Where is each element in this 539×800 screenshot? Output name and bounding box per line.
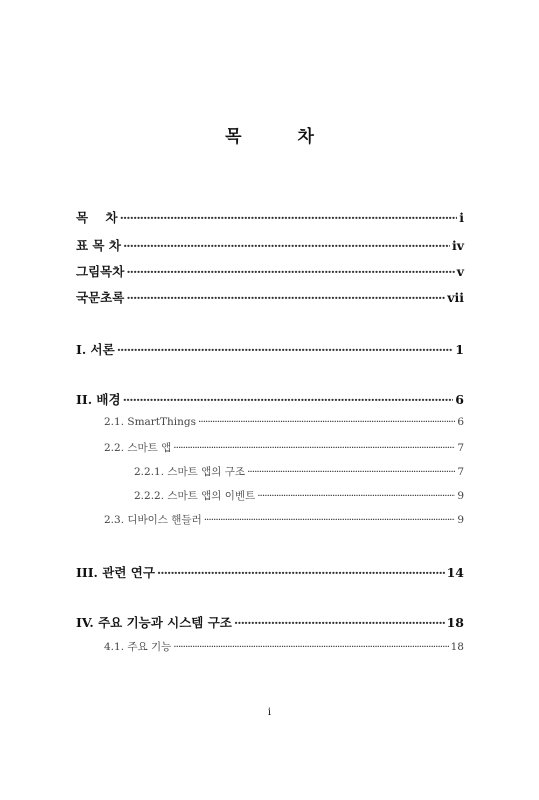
toc-label: 2.1. SmartThings xyxy=(104,416,197,428)
toc-entry-2-2-1[interactable] xyxy=(134,464,464,479)
toc-entry-abstract[interactable] xyxy=(76,288,464,306)
toc-entry-2-2-2[interactable] xyxy=(134,488,464,503)
toc-page: 6 xyxy=(455,392,464,407)
toc-leader xyxy=(257,490,455,502)
toc-entry-chapter-4[interactable] xyxy=(76,613,464,631)
toc-entry-list-of-figures[interactable] xyxy=(76,262,464,280)
page-number: i xyxy=(267,707,272,718)
toc-leader xyxy=(204,514,456,526)
toc-entry-chapter-2[interactable] xyxy=(76,390,464,408)
toc-page: vii xyxy=(447,290,464,305)
toc-leader xyxy=(123,238,450,253)
toc-leader xyxy=(126,290,445,305)
toc-entry-2-3[interactable] xyxy=(104,512,464,527)
toc-page: 9 xyxy=(457,514,464,526)
toc-leader xyxy=(157,565,445,580)
toc-label: 표 목 차 xyxy=(76,238,121,253)
toc-leader xyxy=(234,615,445,630)
page-title-right: 차 xyxy=(297,127,314,147)
toc-leader xyxy=(117,342,454,357)
toc-page: 6 xyxy=(457,416,464,428)
toc-leader xyxy=(120,210,458,225)
toc-label: III. 관련 연구 xyxy=(76,565,155,580)
toc-leader xyxy=(198,416,455,428)
toc-page: 7 xyxy=(457,466,464,478)
toc-page: 1 xyxy=(455,342,464,357)
toc-entry-4-1[interactable] xyxy=(104,639,464,654)
toc-page: iv xyxy=(451,238,464,253)
toc-label: IV. 주요 기능과 시스템 구조 xyxy=(76,615,232,630)
toc-entry-chapter-1[interactable] xyxy=(76,340,464,358)
toc-leader xyxy=(123,392,454,407)
toc-label: 2.2.1. 스마트 앱의 구조 xyxy=(134,466,246,478)
toc-entry-2-2[interactable] xyxy=(104,440,464,455)
page-title xyxy=(0,122,539,147)
toc-entry-2-1[interactable] xyxy=(104,416,464,428)
toc-page: 18 xyxy=(446,615,464,630)
toc-leader xyxy=(126,264,454,279)
toc-page: i xyxy=(459,210,464,225)
toc-label: 2.2.2. 스마트 앱의 이벤트 xyxy=(134,490,256,502)
toc-label: 2.2. 스마트 앱 xyxy=(104,442,172,454)
page-title-left: 목 xyxy=(225,127,242,147)
toc-label: 국문초록 xyxy=(76,290,125,305)
toc-page: 18 xyxy=(450,641,464,653)
toc-page: 9 xyxy=(457,490,464,502)
toc-label: 목 차 xyxy=(76,210,118,225)
toc-page: v xyxy=(456,264,464,279)
toc-entry-chapter-3[interactable] xyxy=(76,563,464,581)
toc-entry-list-of-tables[interactable] xyxy=(76,236,464,254)
toc-entry-contents[interactable] xyxy=(76,208,464,226)
toc-label: II. 배경 xyxy=(76,392,121,407)
toc-leader xyxy=(247,466,455,478)
toc-leader xyxy=(173,442,455,454)
toc-label: 2.3. 디바이스 핸들러 xyxy=(104,514,202,526)
toc-label: 그림목차 xyxy=(76,264,125,279)
toc-label: I. 서론 xyxy=(76,342,115,357)
toc-leader xyxy=(173,641,448,653)
toc-page: 7 xyxy=(457,442,464,454)
toc-page: 14 xyxy=(446,565,464,580)
toc-label: 4.1. 주요 기능 xyxy=(104,641,172,653)
